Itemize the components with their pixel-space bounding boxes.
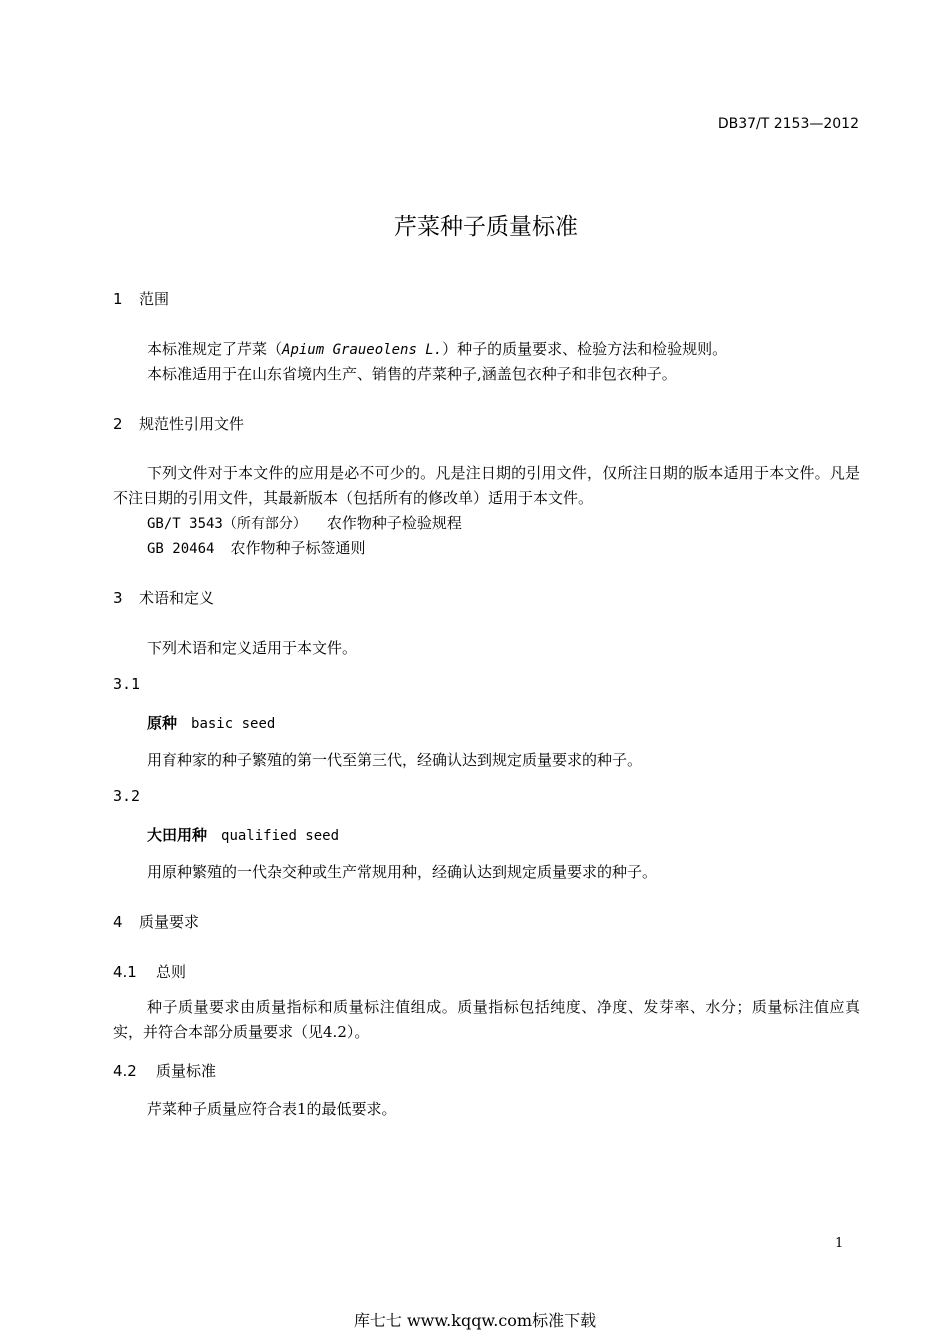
term-cn: 大田用种: [147, 826, 208, 844]
section-1-paragraph-1: [147, 338, 727, 359]
section-number: 2: [113, 415, 123, 433]
reference-title: 农作物种子标签通则: [230, 539, 366, 557]
reference-2: [147, 537, 365, 558]
section-1-heading: [113, 288, 169, 309]
section-2-paragraph: 下列文件对于本文件的应用是必不可少的。凡是注日期的引用文件，仅所注日期的版本适用于本文件。凡是不注日期的引用文件，其最新版本（包括所有的修改单）适用于本文件。: [113, 464, 860, 507]
term-3-2: [147, 824, 339, 845]
term-en: basic seed: [191, 716, 276, 732]
section-number: 4.2: [113, 1062, 137, 1080]
term-3-1: [147, 712, 275, 733]
term-3-2-definition: 用原种繁殖的一代杂交种或生产常规用种，经确认达到规定质量要求的种子。: [147, 863, 658, 881]
section-3-paragraph: 下列术语和定义适用于本文件。: [147, 639, 358, 657]
section-number: 4: [113, 913, 123, 931]
reference-code: GB/T 3543（所有部分）: [147, 516, 307, 532]
section-4-1-heading: [113, 961, 186, 982]
footer-watermark: 库七七 www.kqqw.com标准下载: [353, 1311, 597, 1330]
section-3-heading: [113, 587, 214, 608]
section-number: 1: [113, 290, 123, 308]
reference-title: 农作物种子检验规程: [326, 514, 462, 532]
section-title: 总则: [156, 963, 187, 981]
reference-code: GB 20464: [147, 541, 215, 557]
section-title: 质量标准: [156, 1062, 217, 1080]
section-title: 规范性引用文件: [139, 415, 245, 433]
page-number: 1: [835, 1236, 844, 1251]
section-title: 术语和定义: [139, 589, 215, 607]
section-4-1-paragraph: 种子质量要求由质量指标和质量标注值组成。质量指标包括纯度、净度、发芽率、水分；质量标注值应真实，并符合本部分质量要求（见4.2）。: [113, 998, 860, 1041]
section-title: 质量要求: [139, 913, 200, 931]
reference-1: [147, 512, 462, 533]
page-title: 芹菜种子质量标准: [394, 214, 578, 240]
section-title: 范围: [139, 290, 170, 308]
text-segment: ）种子的质量要求、检验方法和检验规则。: [442, 340, 728, 358]
term-en: qualified seed: [221, 828, 340, 844]
term-3-1-definition: 用育种家的种子繁殖的第一代至第三代，经确认达到规定质量要求的种子。: [147, 751, 643, 769]
section-2-heading: [113, 413, 244, 434]
latin-name: Apium Graueolens L.: [282, 342, 443, 358]
section-4-heading: [113, 911, 199, 932]
text-segment: 本标准规定了芹菜（: [147, 340, 283, 358]
document-code: DB37/T 2153—2012: [717, 116, 859, 132]
term-cn: 原种: [147, 714, 178, 732]
section-4-2-paragraph: 芹菜种子质量应符合表1的最低要求。: [147, 1100, 397, 1118]
section-number: 3: [113, 589, 123, 607]
term-3-1-number: 3.1: [113, 675, 141, 693]
section-number: 4.1: [113, 963, 137, 981]
term-3-2-number: 3.2: [113, 787, 141, 805]
section-4-2-heading: [113, 1060, 216, 1081]
section-1-paragraph-2: 本标准适用于在山东省境内生产、销售的芹菜种子,涵盖包衣种子和非包衣种子。: [147, 365, 677, 383]
